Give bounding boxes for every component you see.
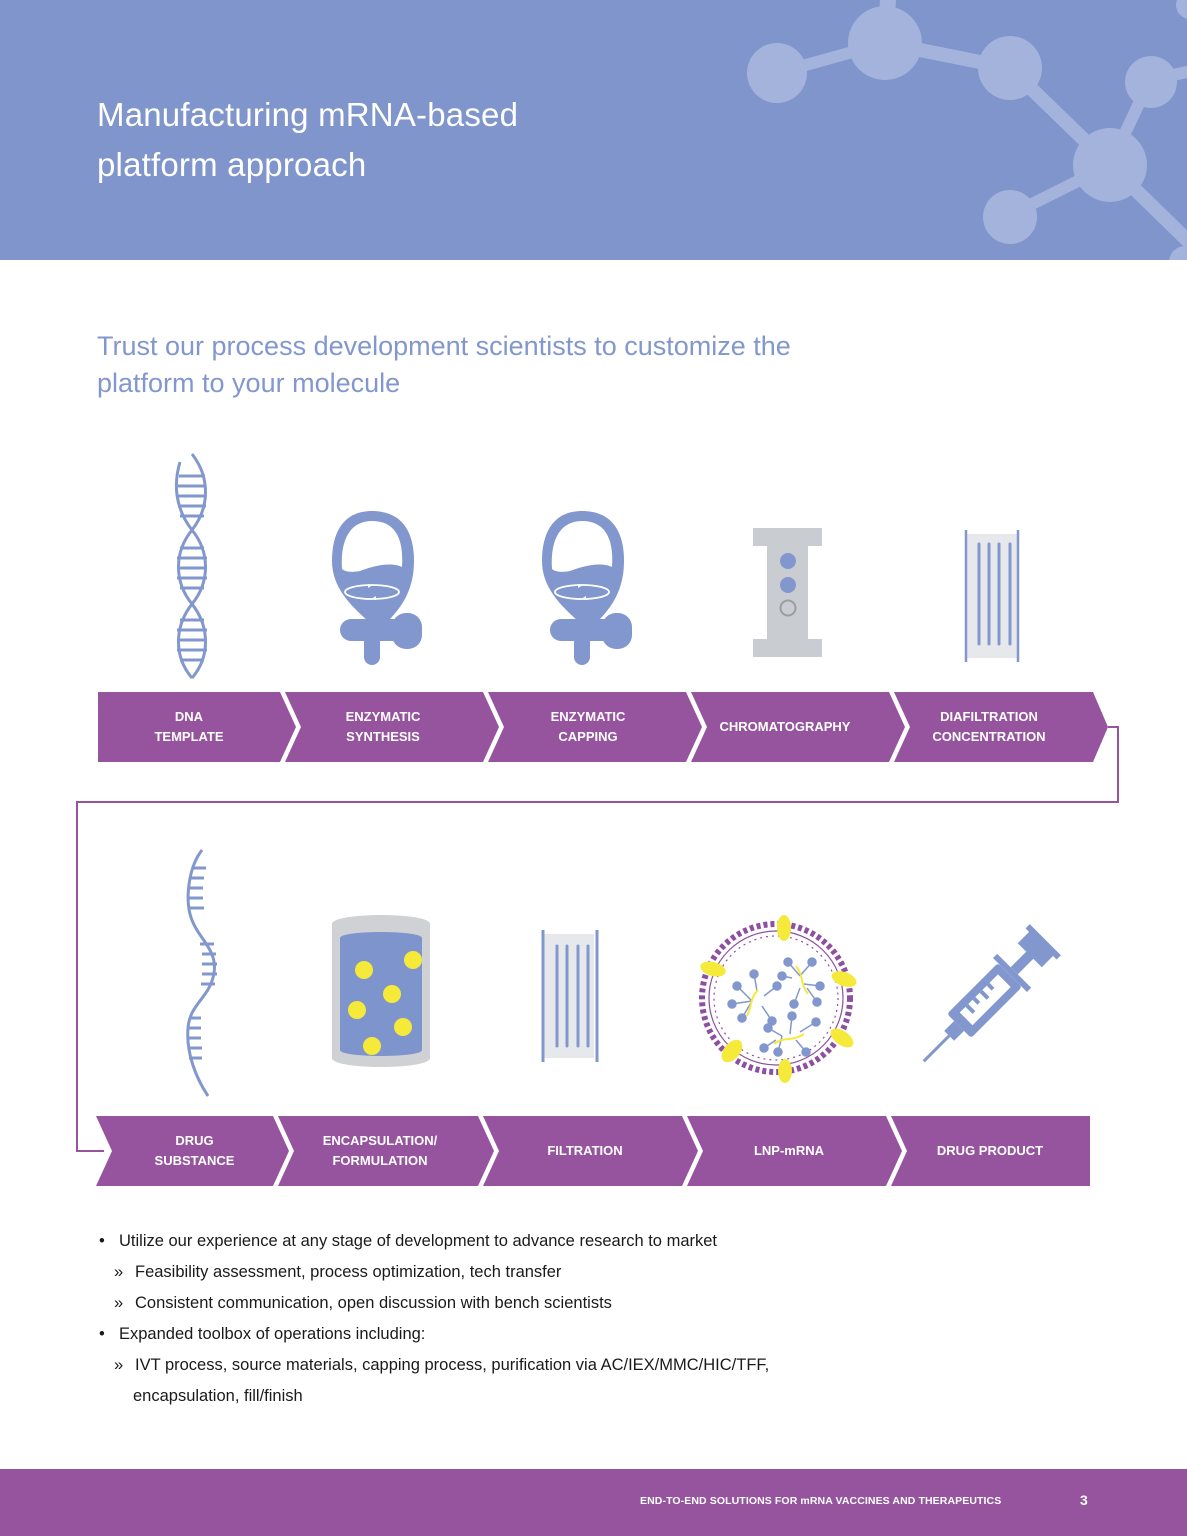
sub-bullet-text: IVT process, source materials, capping process, purification via AC/IEX/MMC/HIC/TFF,	[135, 1356, 770, 1374]
step-label-line1: ENZYMATIC	[345, 709, 421, 724]
step-enzymatic-capping	[503, 702, 673, 752]
footer-text: END-TO-END SOLUTIONS FOR mRNA VACCINES AND THERAPEUTICS	[640, 1495, 1002, 1507]
filtration-cartridge-icon	[540, 928, 600, 1064]
bullet-item	[97, 1226, 769, 1257]
step-label-line1: DIAFILTRATION	[940, 709, 1038, 724]
step-label-line1: ENCAPSULATION/	[322, 1133, 438, 1148]
sub-bullet-item	[97, 1257, 769, 1288]
bioreactor-flask-icon	[330, 509, 425, 665]
step-label-line1: FILTRATION	[547, 1143, 623, 1158]
step-label-line1: DRUG PRODUCT	[936, 1143, 1044, 1158]
step-label-line1: ENZYMATIC	[550, 709, 626, 724]
step-label-line2: TEMPLATE	[154, 729, 224, 744]
sub-bullet-marker: »	[114, 1263, 124, 1281]
step-enzymatic-synthesis	[298, 702, 468, 752]
subtitle-line-2: platform to your molecule	[97, 368, 401, 398]
dna-double-helix-icon	[170, 452, 215, 680]
step-drug-product	[905, 1126, 1075, 1176]
syringe-icon	[918, 920, 1068, 1065]
filtration-cartridge-icon	[964, 530, 1020, 662]
step-label-line1: DRUG	[175, 1133, 214, 1148]
bullet-text: Utilize our experience at any stage of development to advance research to market	[119, 1232, 717, 1250]
footer-band	[0, 1469, 1187, 1536]
step-label-line1: LNP-mRNA	[753, 1143, 825, 1158]
step-lnp-mrna	[704, 1126, 874, 1176]
step-label-line2: CAPPING	[558, 729, 618, 744]
title-line-2: platform approach	[97, 146, 367, 183]
sub-bullet-text: Feasibility assessment, process optimization, tech transfer	[135, 1263, 562, 1281]
sub-bullet-marker: »	[114, 1356, 124, 1374]
step-label-line2: SUBSTANCE	[154, 1153, 235, 1168]
subtitle-line-1: Trust our process development scientists to customize the	[97, 331, 791, 361]
step-chromatography	[700, 702, 870, 752]
sub-bullet-item	[97, 1350, 769, 1412]
step-encapsulation-formulation	[295, 1126, 465, 1176]
step-label-line2: FORMULATION	[332, 1153, 428, 1168]
bioreactor-flask-icon	[540, 509, 635, 665]
sub-bullet-item	[97, 1288, 769, 1319]
sub-bullet-text: Consistent communication, open discussion with bench scientists	[135, 1294, 612, 1312]
step-filtration	[500, 1126, 670, 1176]
encapsulation-vessel-icon	[330, 910, 432, 1072]
lipid-nanoparticle-icon	[692, 906, 862, 1086]
sub-bullet-text-continued: encapsulation, fill/finish	[133, 1387, 303, 1405]
chromatography-column-icon	[753, 528, 823, 658]
step-label-line1: DNA	[174, 709, 204, 724]
feature-bullet-list	[97, 1226, 769, 1412]
step-label-line2: CONCENTRATION	[932, 729, 1046, 744]
title-line-1: Manufacturing mRNA-based	[97, 96, 519, 133]
bullet-item	[97, 1319, 769, 1350]
bullet-text: Expanded toolbox of operations including:	[119, 1325, 426, 1343]
step-label-line2: SYNTHESIS	[346, 729, 420, 744]
mrna-single-strand-icon	[180, 848, 225, 1098]
page-number: 3	[1080, 1492, 1088, 1508]
step-label-line1: CHROMATOGRAPHY	[719, 719, 851, 734]
sub-bullet-marker: »	[114, 1294, 124, 1312]
step-dna-template	[98, 702, 280, 752]
step-drug-substance	[112, 1126, 277, 1176]
step-diafiltration-concentration	[904, 702, 1074, 752]
